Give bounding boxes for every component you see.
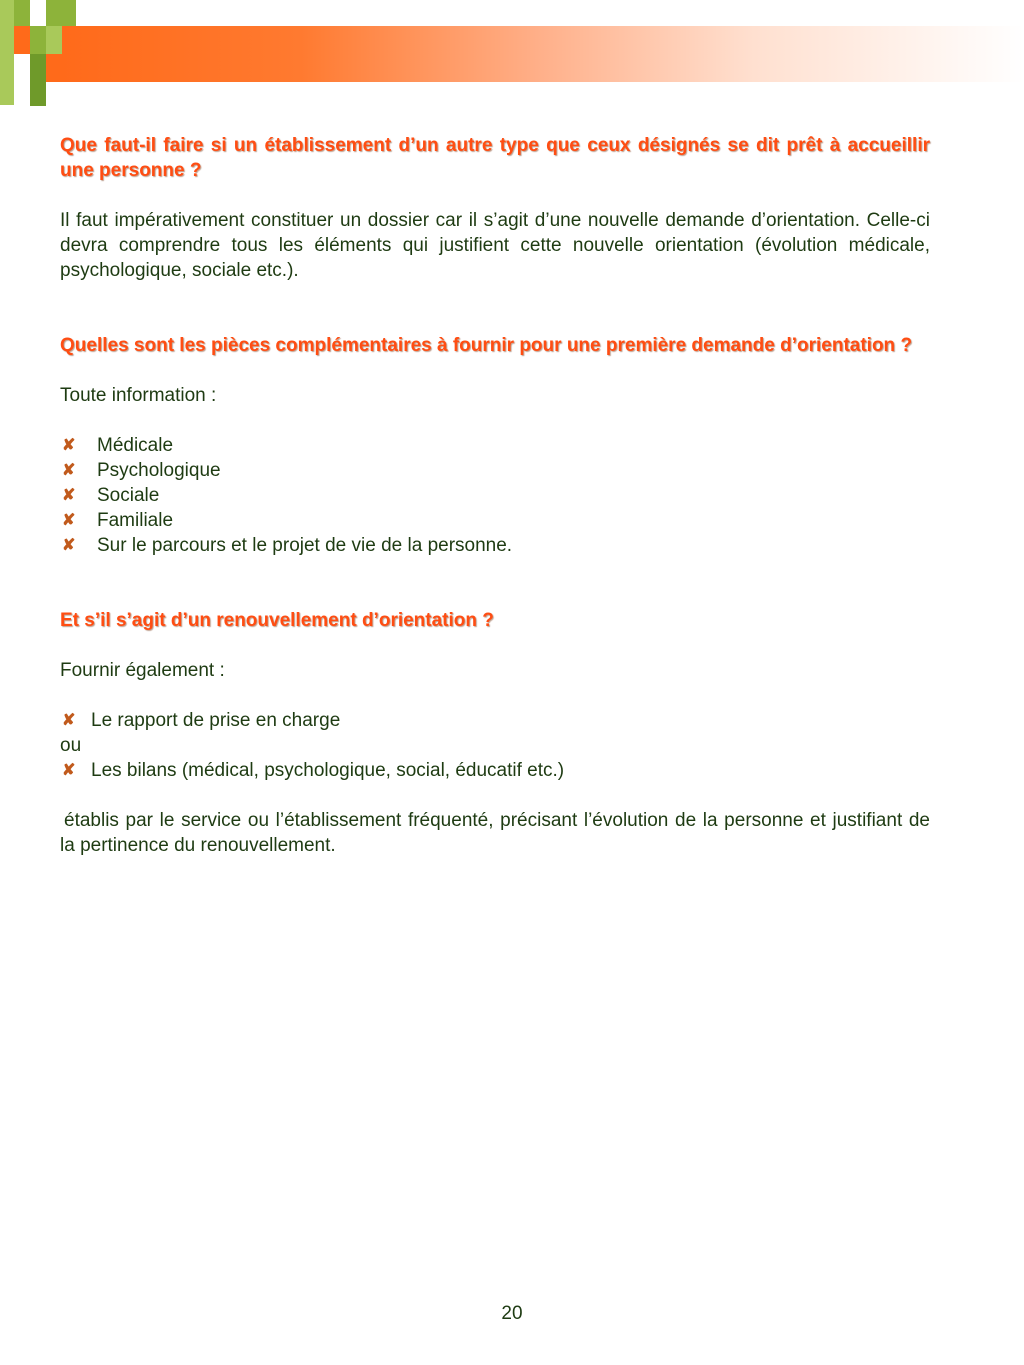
cross-bullet-icon: ✘	[62, 462, 76, 479]
question-heading: Et s’il s’agit d’un renouvellement d’orientation ?	[60, 610, 494, 631]
question-heading: Quelles sont les pièces complémentaires à fournir pour une première demande d’orientation ?	[60, 335, 913, 356]
document-body	[60, 133, 930, 858]
question-heading: Que faut-il faire si un établissement d’un autre type que ceux désignés se dit prêt à accueillir une personne ?	[60, 135, 930, 181]
intro-text: Toute information :	[60, 385, 217, 406]
decor-square	[46, 54, 62, 82]
list-item	[60, 758, 930, 783]
list-item	[60, 458, 930, 483]
list-item	[60, 433, 930, 458]
closing-paragraph: établis par le service ou l’établissement fréquenté, précisant l’évolution de la personne et justifiant de la pertinence du renouvellement.	[60, 810, 930, 856]
decor-square	[30, 54, 46, 82]
page-number: 20	[501, 1303, 523, 1324]
decor-square	[30, 82, 46, 106]
bullet-list	[60, 433, 930, 558]
list-item	[60, 533, 930, 558]
decor-square	[62, 0, 76, 26]
decor-square	[0, 0, 14, 105]
decor-square	[46, 0, 62, 26]
bullet-list	[60, 708, 930, 733]
connector-text: ou	[60, 735, 82, 756]
list-item-text: Familiale	[97, 510, 174, 531]
decor-square	[14, 0, 30, 26]
bullet-list	[60, 758, 930, 783]
list-item-text: Sociale	[97, 485, 160, 506]
decor-square	[14, 26, 30, 54]
decor-square	[46, 26, 62, 54]
cross-bullet-icon: ✘	[62, 437, 76, 454]
list-item-text: Les bilans (médical, psychologique, social, éducatif etc.)	[91, 760, 565, 781]
list-item-text: Médicale	[97, 435, 174, 456]
cross-bullet-icon: ✘	[62, 512, 76, 529]
cross-bullet-icon: ✘	[62, 712, 76, 729]
cross-bullet-icon: ✘	[62, 762, 76, 779]
list-item-text: Psychologique	[97, 460, 221, 481]
list-item	[60, 483, 930, 508]
cross-bullet-icon: ✘	[62, 537, 76, 554]
intro-text: Fournir également :	[60, 660, 225, 681]
header-gradient-band	[60, 26, 1024, 82]
list-item-text: Le rapport de prise en charge	[91, 710, 341, 731]
answer-paragraph: Il faut impérativement constituer un dossier car il s’agit d’une nouvelle demande d’orientation. Celle-ci devra comprendre tous les éléments qui justifient cette nouvelle orientation (évolution médicale, psychologique, sociale etc.).	[60, 210, 930, 281]
cross-bullet-icon: ✘	[62, 487, 76, 504]
list-item	[60, 508, 930, 533]
decor-square	[30, 26, 46, 54]
list-item	[60, 708, 930, 733]
list-item-text: Sur le parcours et le projet de vie de la personne.	[97, 535, 513, 556]
